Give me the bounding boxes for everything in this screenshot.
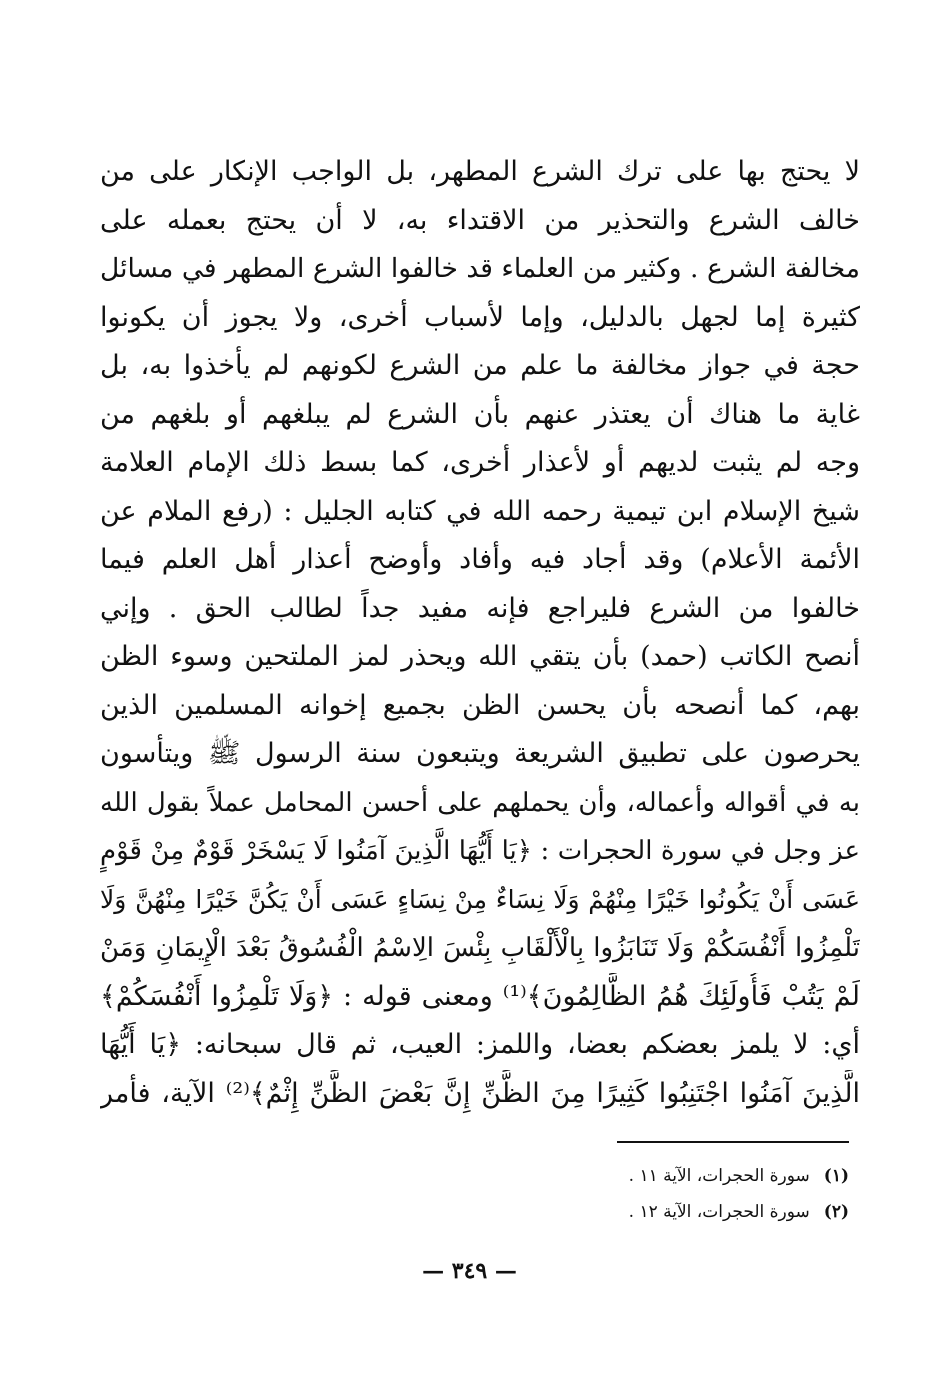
- text-line: لا يحتج بها على ترك الشرع المطهر، بل الواجب الإنكار على من: [100, 156, 860, 187]
- text-line: مخالفة الشرع . وكثير من العلماء قد خالفوا الشرع المطهر في مسائل: [100, 253, 860, 284]
- footnotes: [560, 1158, 849, 1230]
- footnote-number: (٢): [823, 1202, 849, 1222]
- text-line: كثيرة إما لجهل بالدليل، وإما لأسباب أخرى، ولا يجوز أن يكونوا: [100, 301, 860, 333]
- footnote-number: (١): [823, 1166, 849, 1186]
- text-line: عز وجل في سورة الحجرات : ﴿يَا أَيُّهَا الَّذِينَ آمَنُوا لَا يَسْخَرْ قَوْمٌ مِنْ قَوْمٍ: [100, 836, 860, 866]
- footnote-text: سورة الحجرات، الآية ١٢ .: [628, 1202, 810, 1222]
- quran-verse-line: تَلْمِزُوا أَنْفُسَكُمْ وَلَا تَنَابَزُوا بِالْأَلْقَابِ بِئْسَ الِاسْمُ الْفُسُوقُ بَعْدَ الْإِيمَانِ وَمَنْ: [100, 933, 860, 963]
- quran-verse-line: لَمْ يَتُبْ فَأُولَئِكَ هُمُ الظَّالِمُونَ﴾⁽¹⁾ ومعنى قوله : ﴿وَلَا تَلْمِزُوا أَنْفُسَكُمْ﴾: [100, 980, 860, 1012]
- text-line: خالف الشرع والتحذير من الاقتداء به، لا أن يحتج بعمله على: [100, 204, 860, 236]
- footnote-text: سورة الحجرات، الآية ١١ .: [628, 1166, 810, 1186]
- text-line: حجة في جواز مخالفة ما علم من الشرع لكونهم لم يأخذوا به، بل: [100, 350, 860, 381]
- footnote-divider: [617, 1141, 849, 1143]
- text-line: غاية ما هناك أن يعتذر عنهم بأن الشرع لم يبلغهم أو بلغهم من: [100, 398, 860, 430]
- text-line: خالفوا من الشرع فليراجع فإنه مفيد جداً لطالب الحق . وإني: [100, 592, 860, 624]
- footnote: [560, 1194, 849, 1230]
- text-line: بهم، كما أنصحه بأن يحسن الظن بجميع إخوانه المسلمين الذين: [100, 689, 860, 721]
- text-line: به في أقواله وأعماله، وأن يحملهم على أحسن المحامل عملاً بقول الله: [100, 787, 860, 818]
- text-line: وجه لم يثبت لديهم أو لأعذار أخرى، كما بسط ذلك الإمام العلامة: [100, 447, 860, 478]
- footnote: [560, 1158, 849, 1194]
- page-number: — ٣٤٩ —: [422, 1258, 517, 1284]
- body-text: [100, 148, 860, 1118]
- text-line: الأئمة الأعلام) وقد أجاد فيه وأفاد وأوضح أعذار أهل العلم فيما: [100, 544, 860, 575]
- text-line: يحرصون على تطبيق الشريعة ويتبعون سنة الرسول ﷺ ويتأسون: [100, 738, 860, 769]
- text-line: أي: لا يلمز بعضكم بعضا، واللمز: العيب، ثم قال سبحانه: ﴿يَا أَيُّهَا: [100, 1029, 860, 1060]
- text-line: الَّذِينَ آمَنُوا اجْتَنِبُوا كَثِيرًا مِنَ الظَّنِّ إِنَّ بَعْضَ الظَّنِّ إِثْمٌ﴾⁽²⁾ الآية، فأمر: [100, 1077, 860, 1109]
- text-line: شيخ الإسلام ابن تيمية رحمه الله في كتابه الجليل : (رفع الملام عن: [100, 495, 860, 527]
- quran-verse-line: عَسَى أَنْ يَكُونُوا خَيْرًا مِنْهُمْ وَلَا نِسَاءٌ مِنْ نِسَاءٍ عَسَى أَنْ يَكُنَّ خَيْرًا مِنْهُنَّ وَلَا: [100, 884, 860, 914]
- text-line: أنصح الكاتب (حمد) بأن يتقي الله ويحذر لمز الملتحين وسوء الظن: [100, 641, 860, 672]
